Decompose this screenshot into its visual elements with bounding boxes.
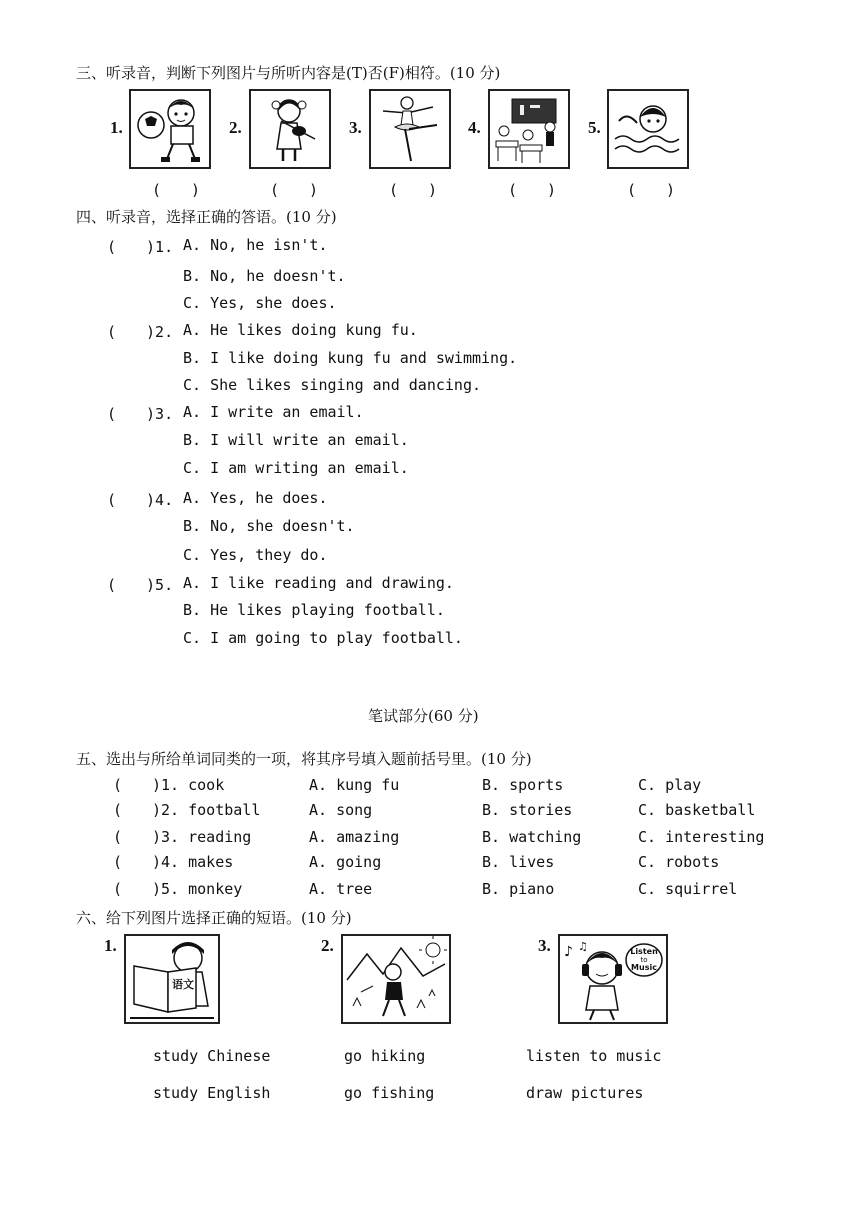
- option-b: B. No, she doesn't.: [183, 517, 355, 535]
- option-a: A. amazing: [309, 828, 400, 846]
- phrase-option[interactable]: study Chinese: [153, 1047, 271, 1065]
- item-number: 2.: [321, 936, 334, 955]
- item-number: 3.: [349, 118, 362, 137]
- option-a: A. Yes, he does.: [183, 489, 328, 507]
- picture-girl-headphones: [558, 934, 668, 1024]
- question-lead[interactable]: ( )2.: [107, 323, 174, 341]
- option-c: C. robots: [638, 853, 720, 871]
- item-number: 1.: [104, 936, 117, 955]
- answer-blank[interactable]: ( ): [508, 181, 557, 199]
- answer-paren[interactable]: (: [113, 853, 123, 871]
- picture-hiker: [341, 934, 451, 1024]
- option-b: B. sports: [482, 776, 564, 794]
- answer-blank[interactable]: ( ): [270, 181, 319, 199]
- option-a: A. No, he isn't.: [183, 236, 328, 254]
- answer-paren[interactable]: (: [113, 776, 123, 794]
- item-number: 1.: [110, 118, 123, 137]
- phrase-option[interactable]: listen to music: [526, 1047, 662, 1065]
- option-a: A. I like reading and drawing.: [183, 574, 454, 592]
- written-part-title: 笔试部分(60 分): [368, 707, 479, 725]
- option-a: A. going: [309, 853, 382, 871]
- answer-paren[interactable]: (: [113, 801, 123, 819]
- option-a: A. tree: [309, 880, 373, 898]
- picture-boy-reading: [124, 934, 220, 1024]
- given-word: )2. football: [152, 801, 261, 819]
- answer-blank[interactable]: ( ): [389, 181, 438, 199]
- option-b: B. I like doing kung fu and swimming.: [183, 349, 518, 367]
- item-number: 5.: [588, 118, 601, 137]
- option-c: C. play: [638, 776, 702, 794]
- picture-swimmer: [607, 89, 689, 169]
- question-lead[interactable]: ( )3.: [107, 405, 174, 423]
- option-b: B. piano: [482, 880, 555, 898]
- book-label: 语文: [172, 978, 194, 991]
- picture-ballet-dancer: [369, 89, 451, 169]
- option-b: B. I will write an email.: [183, 431, 409, 449]
- sign-line-2: to: [640, 956, 648, 964]
- section-6-title: 六、给下列图片选择正确的短语。(10 分): [76, 909, 352, 927]
- answer-paren[interactable]: (: [113, 828, 123, 846]
- option-a: A. kung fu: [309, 776, 400, 794]
- item-number: 3.: [538, 936, 551, 955]
- picture-boy-soccer: [129, 89, 211, 169]
- option-c: C. I am writing an email.: [183, 459, 409, 477]
- question-lead[interactable]: ( )1.: [107, 238, 174, 256]
- section-5-title: 五、选出与所给单词同类的一项，将其序号填入题前括号里。(10 分): [76, 750, 532, 768]
- svg-text:♫: ♫: [578, 940, 588, 953]
- option-a: A. song: [309, 801, 373, 819]
- sign-line-1: Listen: [630, 947, 658, 956]
- option-a: A. He likes doing kung fu.: [183, 321, 418, 339]
- section-3-title: 三、听录音，判断下列图片与所听内容是(T)否(F)相符。(10 分): [76, 64, 501, 82]
- option-a: A. I write an email.: [183, 403, 364, 421]
- item-number: 4.: [468, 118, 481, 137]
- sign-line-3: Music: [631, 963, 657, 972]
- option-c: C. I am going to play football.: [183, 629, 463, 647]
- section-4-title: 四、听录音，选择正确的答语。(10 分): [76, 208, 337, 226]
- question-lead[interactable]: ( )5.: [107, 576, 174, 594]
- answer-blank[interactable]: ( ): [152, 181, 201, 199]
- item-number: 2.: [229, 118, 242, 137]
- option-b: B. No, he doesn't.: [183, 267, 346, 285]
- option-c: C. squirrel: [638, 880, 738, 898]
- given-word: )3. reading: [152, 828, 252, 846]
- option-c: C. basketball: [638, 801, 756, 819]
- phrase-option[interactable]: study English: [153, 1084, 271, 1102]
- given-word: )4. makes: [152, 853, 234, 871]
- given-word: )1. cook: [152, 776, 225, 794]
- option-c: C. interesting: [638, 828, 765, 846]
- option-b: B. He likes playing football.: [183, 601, 445, 619]
- option-b: B. stories: [482, 801, 573, 819]
- answer-paren[interactable]: (: [113, 880, 123, 898]
- phrase-option[interactable]: draw pictures: [526, 1084, 644, 1102]
- answer-blank[interactable]: ( ): [627, 181, 676, 199]
- question-lead[interactable]: ( )4.: [107, 491, 174, 509]
- option-b: B. watching: [482, 828, 582, 846]
- svg-text:♪: ♪: [564, 944, 573, 960]
- phrase-option[interactable]: go hiking: [344, 1047, 426, 1065]
- given-word: )5. monkey: [152, 880, 243, 898]
- option-c: C. She likes singing and dancing.: [183, 376, 482, 394]
- option-c: C. Yes, they do.: [183, 546, 328, 564]
- option-c: C. Yes, she does.: [183, 294, 337, 312]
- option-b: B. lives: [482, 853, 555, 871]
- picture-girl-violin: [249, 89, 331, 169]
- phrase-option[interactable]: go fishing: [344, 1084, 435, 1102]
- picture-classroom: [488, 89, 570, 169]
